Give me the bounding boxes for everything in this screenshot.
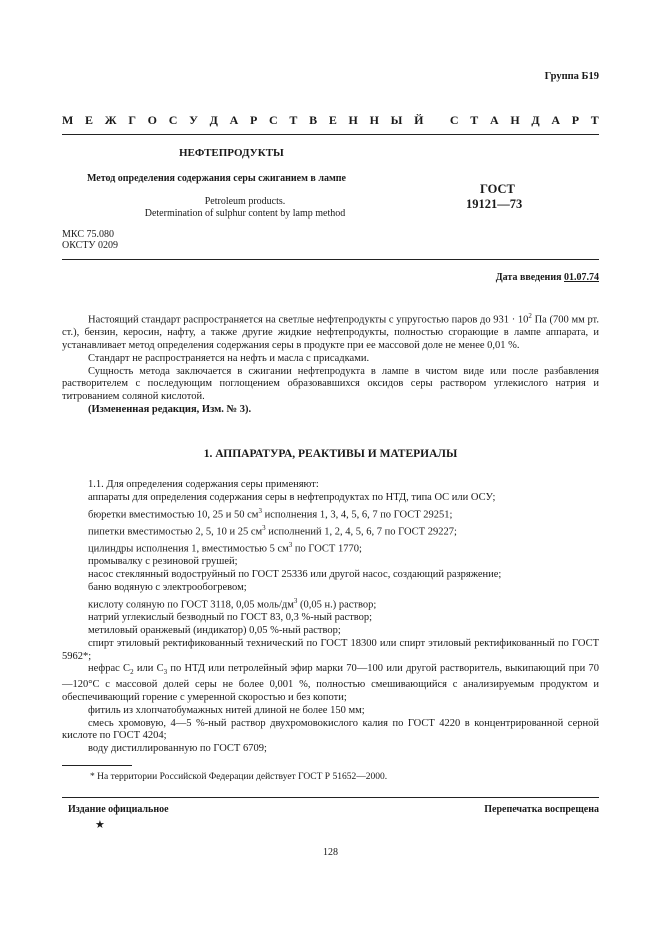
interstate-standard-heading bbox=[62, 113, 599, 128]
classification-codes bbox=[62, 229, 118, 251]
list-item: насос стеклянный водоструйный по ГОСТ 25336 или другой насос, создающий разряжение; bbox=[88, 569, 502, 581]
effective-date bbox=[496, 272, 599, 283]
subscript: 2 bbox=[130, 668, 134, 677]
effective-date-value: 01.07.74 bbox=[564, 272, 599, 283]
official-edition-label: Издание официальное bbox=[68, 804, 169, 815]
list-item bbox=[62, 522, 599, 539]
star-icon: ★ bbox=[95, 819, 105, 831]
english-title-line: Determination of sulphur content by lamp method bbox=[144, 208, 346, 219]
interstate-letter: О bbox=[147, 113, 158, 127]
interstate-letter: С bbox=[269, 113, 278, 127]
interstate-letter: Г bbox=[128, 113, 136, 127]
subscript: 3 bbox=[163, 668, 168, 677]
gost-number: 19121—73 bbox=[466, 197, 523, 211]
list-text: цилиндры исполнения 1, вместимостью 5 см bbox=[88, 543, 289, 555]
interstate-letter: Д bbox=[209, 113, 218, 127]
interstate-letter: С bbox=[168, 113, 178, 127]
intro-paragraph: Стандарт не распространяется на нефть и масла с присадками. bbox=[88, 352, 370, 364]
interstate-letter: В bbox=[309, 113, 318, 127]
footer-divider bbox=[62, 797, 599, 798]
footnote: * На территории Российской Федерации действует ГОСТ Р 51652—2000. bbox=[90, 772, 388, 782]
title-divider bbox=[62, 259, 599, 260]
footnote-divider bbox=[62, 765, 132, 766]
standard-letter: Д bbox=[531, 113, 540, 127]
list-item bbox=[62, 539, 599, 556]
list-item: промывалку с резиновой грушей; bbox=[88, 556, 238, 568]
list-item bbox=[62, 505, 599, 522]
list-text: пипетки вместимостью 2, 5, 10 и 25 см bbox=[88, 526, 263, 538]
list-item: аппараты для определения содержания серы в нефтепродуктах по НТД, типа ОС или ОСУ; bbox=[88, 491, 496, 503]
group-label: Группа Б19 bbox=[544, 71, 599, 82]
interstate-letter: М bbox=[62, 113, 74, 127]
standard-letter: А bbox=[551, 113, 561, 127]
intro-text: Па (700 мм рт. ст.), бензин, керосин, нафту, а также другие жидкие нефтепродукты, полностью сгорающие в лампе аппарата, и устанавливает метод определения содержания серы в продукте при ее массовой доле не менее 0,01 %. bbox=[62, 314, 599, 352]
header-divider bbox=[62, 134, 599, 135]
list-text: кислоту соляную по ГОСТ 3118, 0,05 моль/дм bbox=[88, 599, 294, 611]
list-item: фитиль из хлопчатобумажных нитей длиной не более 150 мм; bbox=[88, 704, 365, 716]
list-item bbox=[62, 595, 599, 612]
document-subtitle: Метод определения содержания серы сжиганием в лампе bbox=[87, 173, 346, 184]
intro-section bbox=[62, 310, 599, 417]
superscript: 3 bbox=[262, 523, 266, 532]
english-title bbox=[100, 196, 390, 220]
list-text: по ГОСТ 1770; bbox=[292, 543, 362, 555]
list-item: баню водяную с электрообогревом; bbox=[88, 582, 247, 594]
list-text: исполнений 1, 2, 4, 5, 6, 7 по ГОСТ 29227; bbox=[265, 526, 457, 538]
superscript: 2 bbox=[528, 312, 532, 320]
list-item bbox=[62, 663, 599, 704]
interstate-letter: Ы bbox=[390, 113, 403, 127]
list-item: смесь хромовую, 4—5 %-ный раствор двухромовокислого калия по ГОСТ 4220 в концентрированной серной кислоте по ГОСТ 4204; bbox=[62, 717, 599, 742]
interstate-letter: А bbox=[229, 113, 239, 127]
interstate-gap bbox=[435, 113, 438, 128]
interstate-letter: Н bbox=[348, 113, 358, 127]
standard-letter: Р bbox=[571, 113, 580, 127]
interstate-letter: Н bbox=[369, 113, 379, 127]
list-item: 1.1. Для определения содержания серы применяют: bbox=[88, 479, 319, 490]
list-text: (0,05 н.) раствор; bbox=[297, 599, 377, 611]
interstate-letter: Ж bbox=[104, 113, 117, 127]
superscript: 3 bbox=[258, 506, 262, 515]
interstate-letter: Е bbox=[85, 113, 94, 127]
list-text: исполнения 1, 3, 4, 5, 6, 7 по ГОСТ 29251; bbox=[261, 509, 453, 521]
equipment-list bbox=[62, 479, 599, 756]
interstate-letter: Р bbox=[249, 113, 258, 127]
interstate-letter: Е bbox=[328, 113, 337, 127]
effective-date-label: Дата введения bbox=[495, 272, 562, 283]
okstu-code: ОКСТУ 0209 bbox=[62, 240, 119, 251]
standard-letter: Т bbox=[590, 113, 599, 127]
standard-letter: Н bbox=[510, 113, 520, 127]
list-item: воду дистиллированную по ГОСТ 6709; bbox=[88, 743, 267, 755]
intro-paragraph: Сущность метода заключается в сжигании нефтепродукта в лампе в чистом виде или после разбавления растворителем с последующим поглощением образовавшихся оксидов серы раствором углекислого натрия и титрованием соляной кислотой. bbox=[62, 365, 599, 403]
interstate-letter: Т bbox=[289, 113, 298, 127]
document-title: НЕФТЕПРОДУКТЫ bbox=[179, 147, 284, 159]
gost-label: ГОСТ bbox=[480, 182, 515, 196]
interstate-letter: У bbox=[189, 113, 198, 127]
standard-letter: С bbox=[449, 113, 459, 127]
list-item: натрий углекислый безводный по ГОСТ 83, 0,3 %-ный раствор; bbox=[88, 612, 373, 624]
page-number: 128 bbox=[323, 847, 338, 858]
interstate-letter: Й bbox=[414, 113, 424, 127]
standard-letter: Т bbox=[470, 113, 479, 127]
section-heading: 1. АППАРАТУРА, РЕАКТИВЫ И МАТЕРИАЛЫ bbox=[203, 448, 458, 460]
intro-paragraph bbox=[62, 310, 599, 353]
english-title-line: Petroleum products. bbox=[204, 196, 286, 207]
standard-letter: А bbox=[489, 113, 499, 127]
list-item: метиловый оранжевый (индикатор) 0,05 %-ный раствор; bbox=[88, 624, 341, 636]
list-text: бюретки вместимостью 10, 25 и 50 см bbox=[88, 509, 259, 521]
gost-designation bbox=[466, 182, 522, 212]
list-text: нефрас С bbox=[88, 663, 131, 675]
mks-code: МКС 75.080 bbox=[62, 229, 114, 240]
list-text: или С bbox=[133, 663, 164, 675]
superscript: 3 bbox=[288, 541, 293, 550]
list-text: по НТД или петролейный эфир марки 70—100 или другой растворитель, выкипающий при 70—120°С с массовой долей серы не более 0,001 %, полностью смешивающийся с анализируемым продуктом и обеспечивающий горение с умеренной скоростью и без копоти; bbox=[62, 663, 600, 704]
amendment-note: (Измененная редакция, Изм. № 3). bbox=[88, 404, 252, 416]
reprint-prohibited-label: Перепечатка воспрещена bbox=[484, 804, 599, 815]
intro-text: Настоящий стандарт распространяется на светлые нефтепродукты с упругостью паров до 931 · 10 bbox=[88, 314, 529, 326]
list-item: спирт этиловый ректификованный технический по ГОСТ 18300 или спирт этиловый ректификованный по ГОСТ 5962*; bbox=[62, 637, 599, 662]
superscript: 3 bbox=[293, 596, 298, 605]
